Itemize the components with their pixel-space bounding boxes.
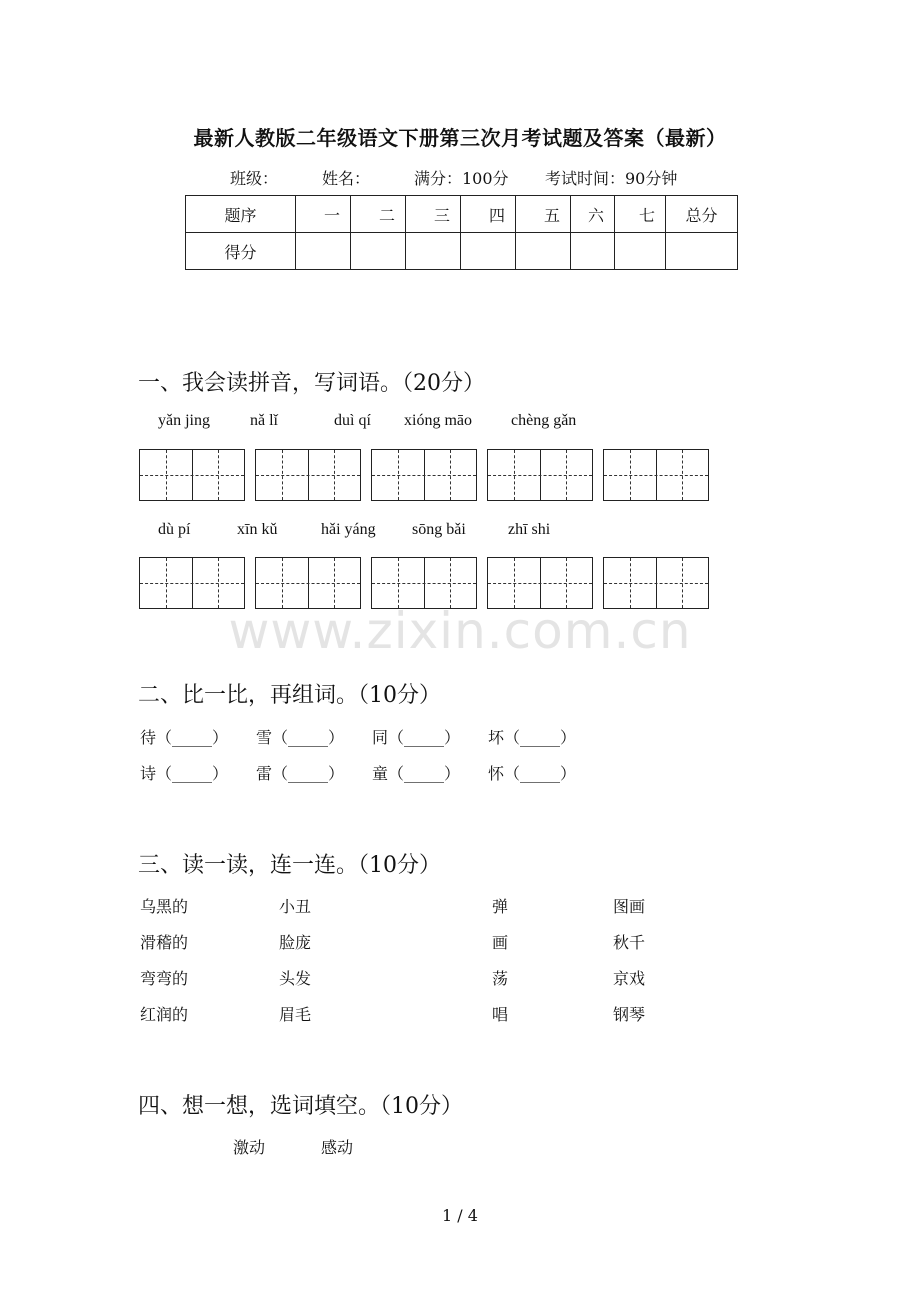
match-item[interactable]: 乌黑的 xyxy=(140,897,189,916)
word-fill-item[interactable]: 同（_____） xyxy=(372,728,461,747)
table-cell: 一 xyxy=(296,196,351,233)
match-item[interactable]: 唱 xyxy=(492,1005,509,1024)
match-item[interactable]: 画 xyxy=(492,933,509,952)
match-item[interactable]: 红润的 xyxy=(140,1005,189,1024)
match-item[interactable]: 弯弯的 xyxy=(140,969,189,988)
writing-grid[interactable] xyxy=(603,557,709,609)
match-item[interactable]: 滑稽的 xyxy=(140,933,189,952)
match-item[interactable]: 脸庞 xyxy=(279,933,312,952)
score-input-cell[interactable] xyxy=(571,233,615,270)
match-item[interactable]: 头发 xyxy=(279,969,312,988)
table-cell: 七 xyxy=(615,196,666,233)
table-cell: 六 xyxy=(571,196,615,233)
writing-grid[interactable] xyxy=(255,557,361,609)
score-table-header-row xyxy=(186,196,738,233)
word-fill-item[interactable]: 雷（_____） xyxy=(256,764,345,783)
pinyin-label: zhī shi xyxy=(508,521,551,538)
exam-time: 考试时间：90分钟 xyxy=(545,169,678,188)
pinyin-label: xīn kǔ xyxy=(237,521,278,538)
match-item[interactable]: 钢琴 xyxy=(613,1005,646,1024)
writing-grid[interactable] xyxy=(139,557,245,609)
pinyin-label: yǎn jing xyxy=(158,412,210,429)
word-fill-item[interactable]: 童（_____） xyxy=(372,764,461,783)
writing-grid[interactable] xyxy=(255,449,361,501)
table-cell: 四 xyxy=(461,196,516,233)
score-table xyxy=(185,195,738,270)
pinyin-label: duì qí xyxy=(334,412,371,429)
score-input-cell[interactable] xyxy=(296,233,351,270)
table-cell: 三 xyxy=(406,196,461,233)
table-cell: 得分 xyxy=(186,233,296,270)
match-item[interactable]: 眉毛 xyxy=(279,1005,312,1024)
word-fill-item[interactable]: 诗（_____） xyxy=(140,764,229,783)
watermark: www.zixin.com.cn xyxy=(228,602,692,660)
page-title: 最新人教版二年级语文下册第三次月考试题及答案（最新） xyxy=(193,126,727,150)
table-cell: 总分 xyxy=(666,196,738,233)
pinyin-label: xióng māo xyxy=(404,412,472,429)
match-item[interactable]: 荡 xyxy=(492,969,509,988)
writing-grid[interactable] xyxy=(487,557,593,609)
writing-grid[interactable] xyxy=(603,449,709,501)
score-input-cell[interactable] xyxy=(406,233,461,270)
score-input-cell[interactable] xyxy=(516,233,571,270)
match-item[interactable]: 小丑 xyxy=(279,897,312,916)
table-cell: 五 xyxy=(516,196,571,233)
match-item[interactable]: 京戏 xyxy=(613,969,646,988)
score-input-cell[interactable] xyxy=(666,233,738,270)
match-item[interactable]: 图画 xyxy=(613,897,646,916)
section-4-heading: 四、想一想，选词填空。（10分） xyxy=(138,1094,463,1119)
writing-grid[interactable] xyxy=(371,449,477,501)
pinyin-label: hǎi yáng xyxy=(321,521,376,538)
word-choice: 激动 xyxy=(233,1138,266,1157)
table-cell: 题序 xyxy=(186,196,296,233)
pinyin-label: sōng bǎi xyxy=(412,521,466,538)
match-item[interactable]: 秋千 xyxy=(613,933,646,952)
full-score: 满分：100分 xyxy=(414,169,509,188)
section-2-heading: 二、比一比，再组词。（10分） xyxy=(138,683,441,708)
word-choice: 感动 xyxy=(321,1138,354,1157)
word-fill-item[interactable]: 待（_____） xyxy=(140,728,229,747)
section-1-heading: 一、我会读拼音，写词语。（20分） xyxy=(138,371,485,396)
match-item[interactable]: 弹 xyxy=(492,897,509,916)
score-input-cell[interactable] xyxy=(351,233,406,270)
word-fill-item[interactable]: 怀（_____） xyxy=(488,764,577,783)
class-label: 班级： xyxy=(230,169,279,188)
page-number: 1 / 4 xyxy=(442,1206,478,1225)
writing-grid[interactable] xyxy=(487,449,593,501)
word-fill-item[interactable]: 坏（_____） xyxy=(488,728,577,747)
score-input-cell[interactable] xyxy=(615,233,666,270)
word-fill-item[interactable]: 雪（_____） xyxy=(256,728,345,747)
pinyin-label: chèng gǎn xyxy=(511,412,577,429)
score-input-cell[interactable] xyxy=(461,233,516,270)
pinyin-label: dù pí xyxy=(158,521,191,538)
section-3-heading: 三、读一读，连一连。（10分） xyxy=(138,853,441,878)
writing-grid[interactable] xyxy=(371,557,477,609)
table-cell: 二 xyxy=(351,196,406,233)
score-table-score-row xyxy=(186,233,738,270)
name-label: 姓名： xyxy=(322,169,371,188)
writing-grid[interactable] xyxy=(139,449,245,501)
pinyin-label: nǎ lǐ xyxy=(250,412,278,429)
